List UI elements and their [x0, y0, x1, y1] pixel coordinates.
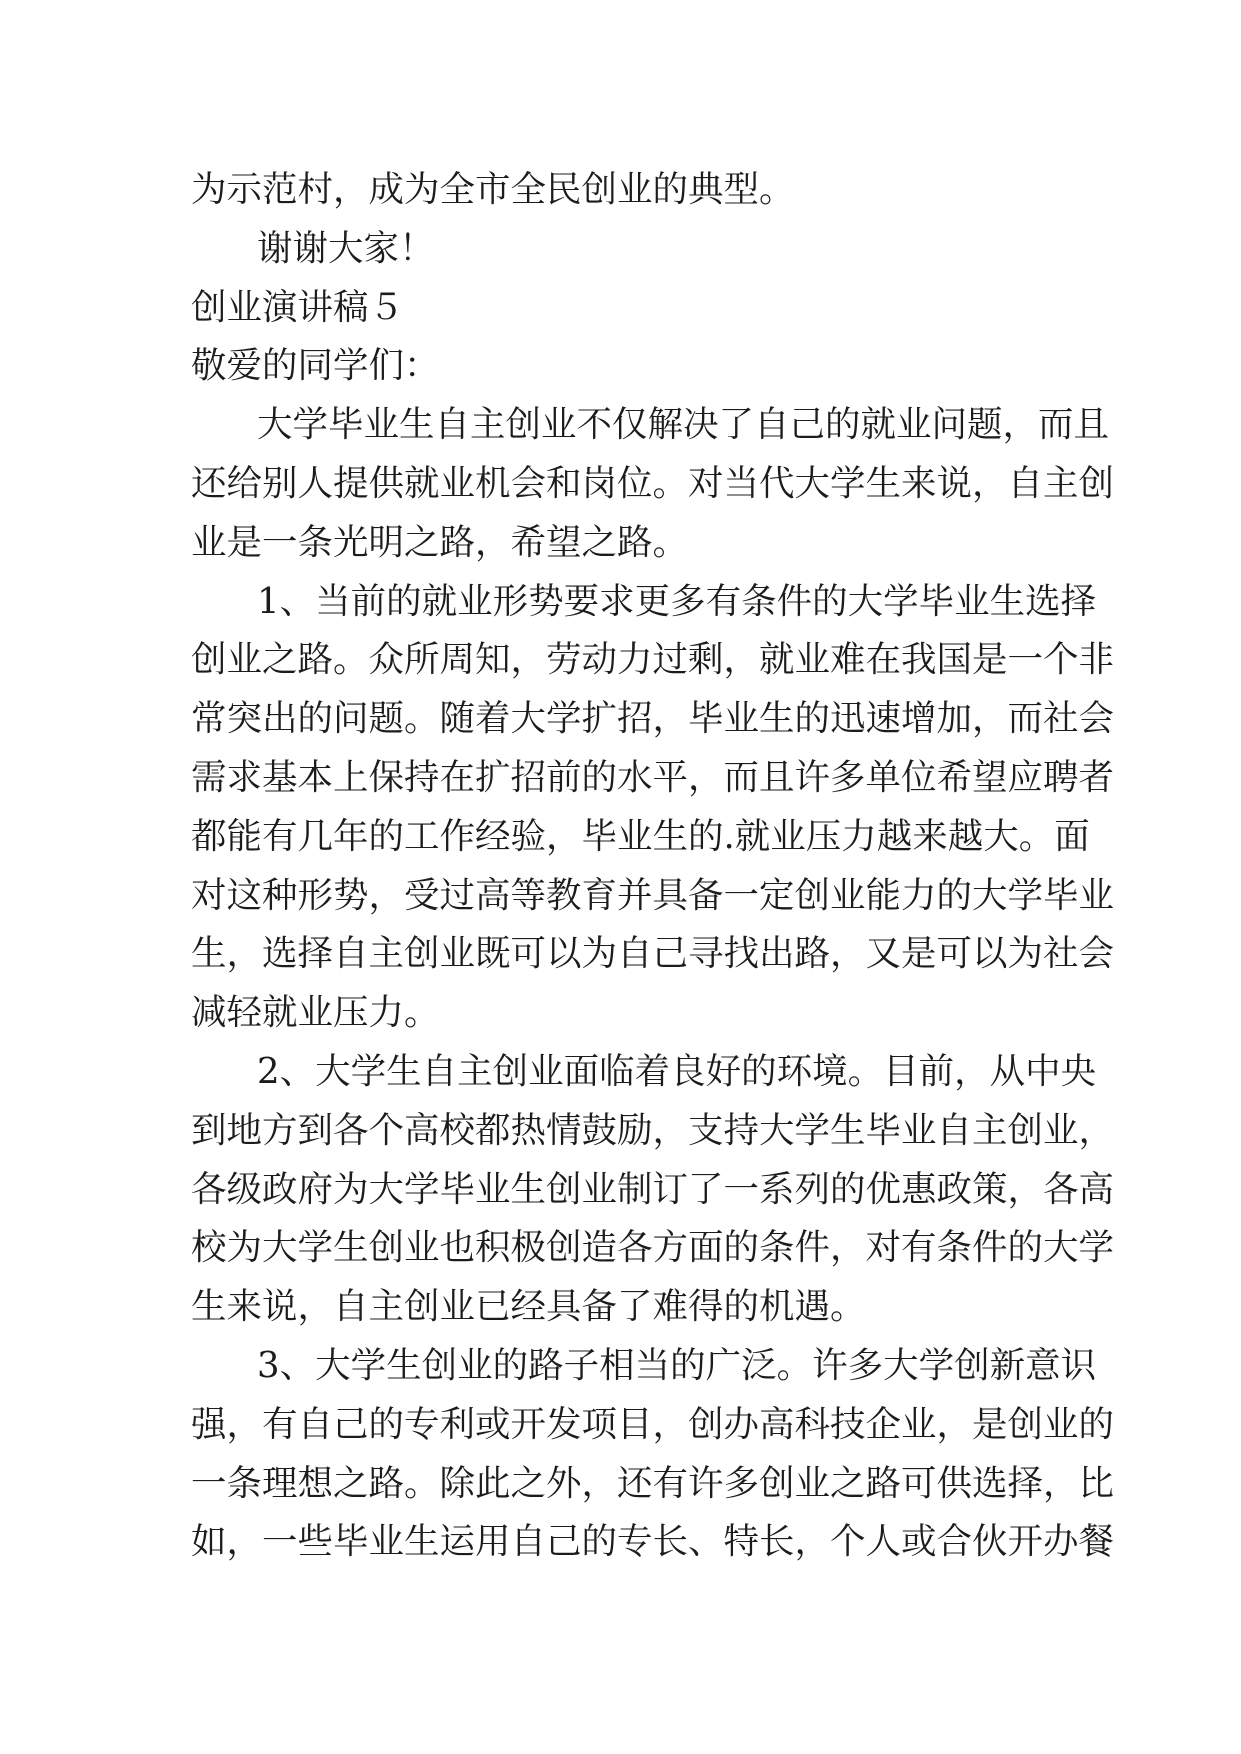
text-line: 一条理想之路。除此之外，还有许多创业之路可供选择，比 [191, 1462, 1115, 1504]
text-line: 校为大学生创业也积极创造各方面的条件，对有条件的大学 [191, 1227, 1115, 1269]
text-line: 如，一些毕业生运用自己的专长、特长，个人或合伙开办餐 [191, 1521, 1115, 1563]
text-line: 业是一条光明之路，希望之路。 [191, 521, 689, 563]
text-line: 为示范村，成为全市全民创业的典型。 [191, 169, 795, 210]
text-line: 需求基本上保持在扩招前的水平，而且许多单位希望应聘者 [191, 756, 1115, 798]
text-line: 到地方到各个高校都热情鼓励，支持大学生毕业自主创业， [191, 1109, 1115, 1151]
text-line: 各级政府为大学毕业生创业制订了一系列的优惠政策，各高 [191, 1168, 1115, 1210]
document-body [191, 161, 1115, 1572]
text-line: 生来说，自主创业已经具备了难得的机遇。 [191, 1286, 866, 1328]
text-line: 强，有自己的专利或开发项目，创办高科技企业，是创业的 [191, 1403, 1115, 1445]
text-line: 创业演讲稿５ [191, 286, 405, 328]
text-line: 对这种形势，受过高等教育并具备一定创业能力的大学毕业 [191, 874, 1115, 916]
text-line: 谢谢大家！ [257, 227, 435, 269]
text-line: 减轻就业压力。 [191, 992, 440, 1034]
text-line: 大学毕业生自主创业不仅解决了自己的就业问题，而且 [257, 404, 1110, 446]
text-line: 生，选择自主创业既可以为自己寻找出路，又是可以为社会 [191, 933, 1115, 975]
text-line: 2、大学生自主创业面临着良好的环境。目前，从中央 [257, 1050, 1097, 1092]
text-line: 1、当前的就业形势要求更多有条件的大学毕业生选择 [257, 580, 1097, 622]
text-line: 还给别人提供就业机会和岗位。对当代大学生来说，自主创 [191, 462, 1115, 504]
text-line: 都能有几年的工作经验，毕业生的.就业压力越来越大。面 [191, 815, 1090, 857]
text-line: 敬爱的同学们： [191, 345, 440, 387]
text-line: 常突出的问题。随着大学扩招，毕业生的迅速增加，而社会 [191, 698, 1115, 740]
text-line: 3、大学生创业的路子相当的广泛。许多大学创新意识 [257, 1344, 1097, 1386]
text-line: 创业之路。众所周知，劳动力过剩，就业难在我国是一个非 [191, 639, 1115, 681]
